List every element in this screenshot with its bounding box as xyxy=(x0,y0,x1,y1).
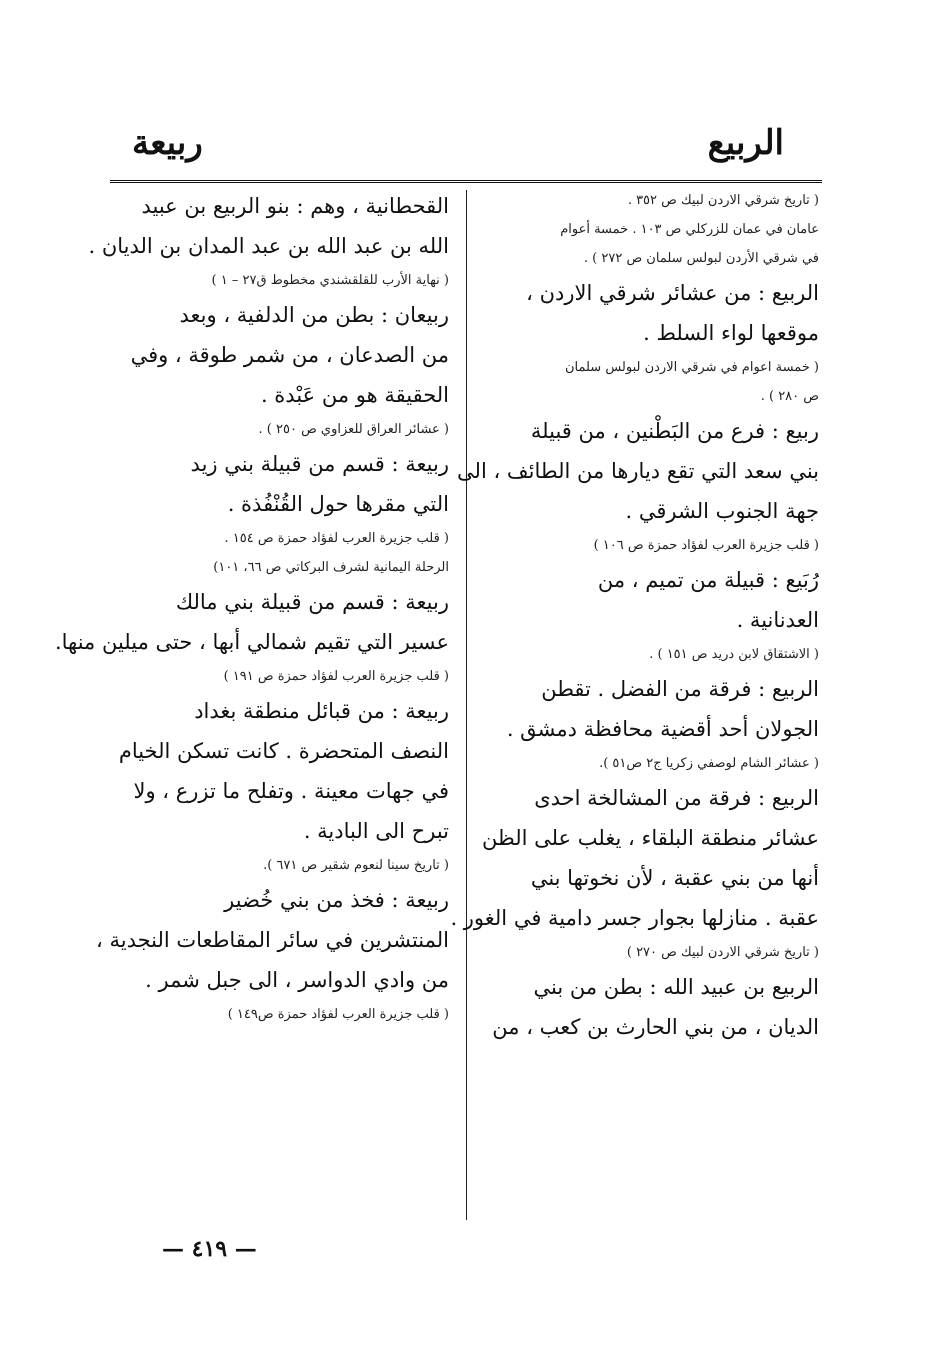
text-line: عقبة . منازلها بجوار جسر دامية في الغور . xyxy=(450,906,819,930)
text-line: الله بن عبد الله بن عبد المدان بن الديان . xyxy=(88,234,449,258)
text-line: رُبَيع : قبيلة من تميم ، من xyxy=(597,568,819,592)
right-column xyxy=(450,186,819,1221)
column-divider xyxy=(466,190,467,1220)
text-line: أنها من بني عقبة ، لأن نخوتها بني xyxy=(530,866,819,890)
page-number: — ٤١٩ — xyxy=(162,1236,257,1262)
text-line: الربيع : فرقة من المشالخة احدى xyxy=(534,786,819,810)
citation-line: ( قلب جزيرة العرب لفؤاد حمزة ص ١٠٦ ) xyxy=(593,538,819,553)
header-rule xyxy=(110,180,822,183)
text-line: الربيع : من عشائر شرقي الاردن ، xyxy=(526,281,819,305)
text-line: الحقيقة هو من عَبْدة . xyxy=(260,383,449,407)
text-line: الجولان أحد أقضية محافظة دمشق . xyxy=(506,717,819,741)
citation-line: ( نهاية الأرب للقلقشندي مخطوط ق٢٧ – ١ ) xyxy=(211,273,449,288)
citation-line: ص ٢٨٠ ) . xyxy=(760,389,819,404)
text-line: جهة الجنوب الشرقي . xyxy=(625,499,819,523)
citation-line: ( تاريخ شرقي الاردن لبيك ص ٢٧٠ ) xyxy=(626,945,819,960)
text-line: من وادي الدواسر ، الى جبل شمر . xyxy=(145,968,449,992)
text-line: عشائر منطقة البلقاء ، يغلب على الظن xyxy=(481,826,819,850)
citation-line: الرحلة اليمانية لشرف البركاتي ص ٦٦، ١٠١) xyxy=(213,560,449,575)
citation-line: ( عشائر الشام لوصفي زكريا ج٢ ص٥١ ). xyxy=(599,756,819,771)
text-line: عسير التي تقيم شمالي أبها ، حتى ميلين منها. xyxy=(54,630,449,654)
text-line: الربيع : فرقة من الفضل . تقطن xyxy=(541,677,819,701)
text-line: ربيعة : من قبائل منطقة بغداد xyxy=(194,699,449,723)
text-line: من الصدعان ، من شمر طوقة ، وفي xyxy=(130,343,449,367)
citation-line: في شرقي الأردن لبولس سلمان ص ٢٧٢ ) . xyxy=(583,251,819,266)
running-header-left: ربيعة xyxy=(132,123,203,163)
citation-line: ( خمسة اعوام في شرقي الاردن لبولس سلمان xyxy=(564,360,819,375)
text-line: التي مقرها حول القُنْفُذة . xyxy=(227,492,449,516)
citation-line: ( تاريخ شرقي الاردن لبيك ص ٣٥٢ . xyxy=(627,193,819,208)
text-line: موقعها لواء السلط . xyxy=(643,321,819,345)
citation-line: عامان في عمان للزركلي ص ١٠٣ . خمسة أعوام xyxy=(560,222,819,237)
text-line: ربيع : فرع من البَطْنين ، من قبيلة xyxy=(530,419,819,443)
text-line: ربيعة : فخذ من بني خُضير xyxy=(224,888,449,912)
text-line: تبرح الى البادية . xyxy=(303,819,449,843)
citation-line: ( قلب جزيرة العرب لفؤاد حمزة ص ١٩١ ) xyxy=(223,669,449,684)
text-line: في جهات معينة . وتفلح ما تزرع ، ولا xyxy=(133,779,449,803)
text-line: ربيعة : قسم من قبيلة بني مالك xyxy=(175,590,449,614)
citation-line: ( عشائر العراق للعزاوي ص ٢٥٠ ) . xyxy=(258,422,449,437)
text-line: ربيعة : قسم من قبيلة بني زيد xyxy=(190,452,449,476)
citation-line: ( قلب جزيرة العرب لفؤاد حمزة ص١٤٩ ) xyxy=(227,1007,449,1022)
citation-line: ( تاريخ سينا لنعوم شقير ص ٦٧١ ). xyxy=(263,858,449,873)
citation-line: ( الاشتقاق لابن دريد ص ١٥١ ) . xyxy=(649,647,819,662)
text-line: العدنانية . xyxy=(736,608,819,632)
citation-line: ( قلب جزيرة العرب لفؤاد حمزة ص ١٥٤ . xyxy=(224,531,449,546)
text-line: الديان ، من بني الحارث بن كعب ، من xyxy=(492,1015,819,1039)
text-line: بني سعد التي تقع ديارها من الطائف ، الى xyxy=(457,459,819,483)
text-line: النصف المتحضرة . كانت تسكن الخيام xyxy=(118,739,449,763)
text-line: الربيع بن عبيد الله : بطن من بني xyxy=(533,975,819,999)
text-line: المنتشرين في سائر المقاطعات النجدية ، xyxy=(96,928,449,952)
left-column xyxy=(54,186,449,1221)
text-line: ربيعان : بطن من الدلفية ، وبعد xyxy=(179,303,449,327)
running-header-right: الربيع xyxy=(707,123,784,163)
text-line: القحطانية ، وهم : بنو الربيع بن عبيد xyxy=(141,194,449,218)
